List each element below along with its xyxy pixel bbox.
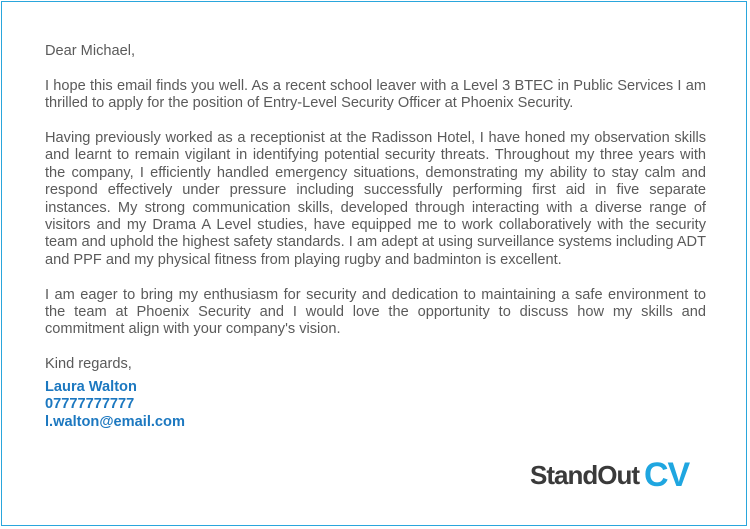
- signature-email: l.walton@email.com: [45, 413, 185, 430]
- standout-cv-logo: [530, 450, 690, 494]
- signature-block: [45, 379, 185, 431]
- signature-name: Laura Walton: [45, 379, 137, 395]
- logo-cv-mark: CV: [644, 456, 690, 494]
- logo-wordmark: StandOut: [530, 460, 639, 490]
- greeting: Dear Michael,: [45, 43, 136, 59]
- paragraph-experience: Having previously worked as a receptionist at the Radisson Hotel, I have honed my observation skills and learnt to remain vigilant in identifying potential security threats. Throughout my three years with the company, I efficiently handled emergency situations, demonstrating my ability to stay calm and respond effectively under pressure including successfully performing first aid in five separate instances. My strong communication skills, developed through interacting with a diverse range of visitors and my Drama A Level studies, have equipped me to work collaboratively with the security team and uphold the highest safety standards. I am adept at using surveillance systems including ADT and PPF and my physical fitness from playing rugby and badminton is excellent.: [45, 130, 706, 268]
- paragraph-intro: I hope this email finds you well. As a recent school leaver with a Level 3 BTEC in Public Services I am thrilled to apply for the position of Entry-Level Security Officer at Phoenix Security.: [45, 77, 706, 112]
- paragraph-closing: I am eager to bring my enthusiasm for security and dedication to maintaining a safe environment to the team at Phoenix Security and I would love the opportunity to discuss how my skills and commitment align with your company's vision.: [45, 286, 706, 338]
- signature-phone: 07777777777: [45, 396, 135, 413]
- cover-letter-body: [45, 43, 706, 391]
- closing-line: Kind regards,: [45, 356, 132, 373]
